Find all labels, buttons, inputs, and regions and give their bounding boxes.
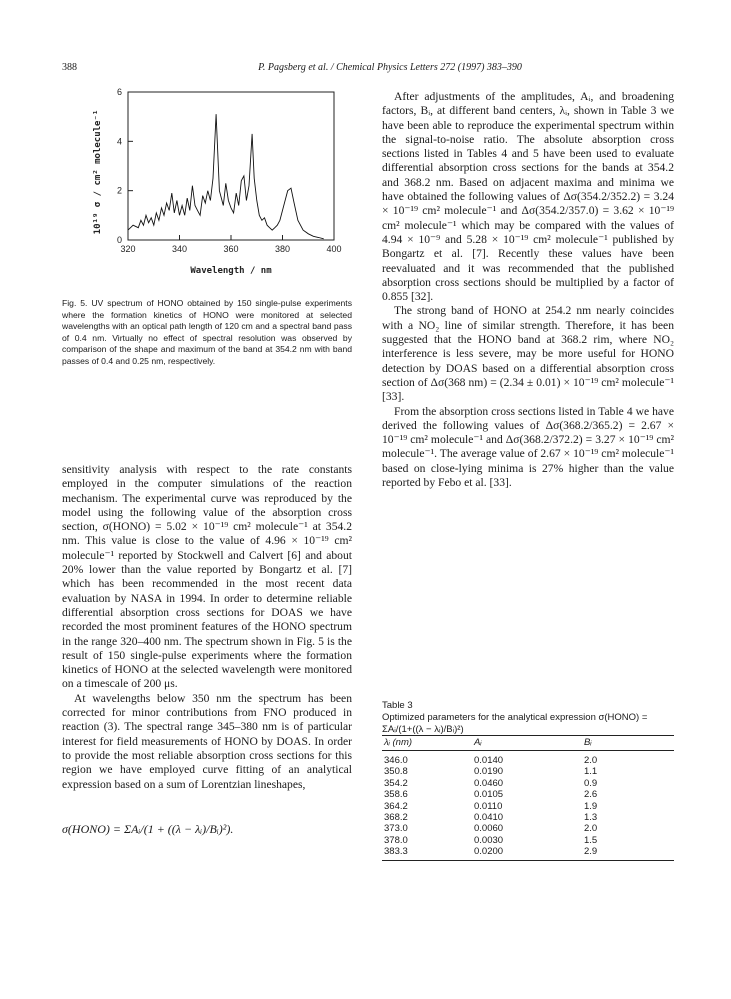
table-cell: 0.0060	[474, 823, 504, 835]
table-cell: 1.5	[584, 834, 598, 846]
figure-caption: Fig. 5. UV spectrum of HONO obtained by 150 single-pulse experiments where the formation kinetics of HONO were monitored at selected wavelengths with an optical path length of 120 cm and a spectral band pass of 0.4 nm. Virtually no effect of spectral resolution was observed by comparison of the shape and maximum of the band at 354.2 nm with band passes of 0.4 and 0.25 nm, respectively.	[62, 298, 352, 366]
table-cell: 354.2	[384, 777, 408, 789]
plot-frame	[128, 92, 334, 240]
table-cell: 346.0	[384, 755, 408, 766]
running-head: P. Pagsberg et al. / Chemical Physics Letters 272 (1997) 383–390	[258, 62, 522, 73]
table-label: Table 3	[382, 700, 413, 711]
header-amplitude: Aᵢ	[472, 736, 582, 751]
table-cell: 378.0	[384, 834, 408, 846]
y-axis-label: 10¹⁹ σ / cm² molecule⁻¹	[93, 109, 103, 235]
y-tick-label: 6	[116, 87, 122, 97]
table-title: Optimized parameters for the analytical expression σ(HONO) = ΣAᵢ/(1+((λ − λᵢ)/Bᵢ)²)	[382, 712, 648, 735]
table-cell: 0.0110	[474, 800, 503, 812]
table-row	[382, 812, 674, 823]
right-column-text	[382, 90, 674, 490]
table-cell: 373.0	[384, 823, 408, 835]
lorentzian-equation: σ(HONO) = ΣAᵢ/(1 + ((λ − λᵢ)/Bᵢ)²).	[62, 822, 234, 836]
left-paragraph-1: sensitivity analysis with respect to the rate constants employed in the computer simulations of the reaction mechanism. The experimental curve was reproduced by the model using the following value of the absorption cross section, σ(HONO) = 5.02 × 10⁻¹⁹ cm² molecule⁻¹ at 354.2 nm. This value is close to the value of 4.96 × 10⁻¹⁹ cm² molecule⁻¹ reported by Stockwell and Calvert [6] and about 20% lower than the value reported by Bongartz et al. [7] which has been recommended in the most recent data evaluation by NASA in 1994. In order to determine reliable differential absorption cross sections for DOAS we have recorded the most prominent features of the HONO spectrum in the range 320–400 nm. The spectrum shown in Fig. 5 is the result of 150 single-pulse experiments where the formation kinetics of HONO at the selected wavelength were monitored on a timescale of 200 μs.	[62, 463, 352, 691]
table-row	[382, 846, 674, 860]
table-row	[382, 778, 674, 789]
right-paragraph-1: After adjustments of the amplitudes, Aᵢ, and broadening factors, Bᵢ, at different band centers, λᵢ, shown in Table 3 we have been able to reproduce the experimental spectrum within the signal-to-noise ratio. The absolute absorption cross sections listed in Tables 4 and 5 have been used to evaluate differential absorption cross sections for the bands at 354.2 and 368.2 nm. Based on adjacent maxima and minima we have obtained the following values of Δσ(354.2/352.2) = 3.24 × 10⁻¹⁹ cm² molecule⁻¹ and Δσ(354.2/357.0) = 3.62 × 10⁻¹⁹ cm² molecule⁻¹ which may be compared with the values of 4.94 × 10⁻⁹ and 5.28 × 10⁻¹⁹ cm² molecule⁻¹ published by Bongartz et al. [7]. Recently these values have been reevaluated and it was recommended that the published absorption cross sections should be multiplied by a factor of 0.855 [32].	[382, 90, 674, 304]
table-row	[382, 751, 674, 767]
page-number: 388	[62, 62, 77, 73]
y-tick-label: 0	[116, 235, 122, 245]
right-paragraph-2: The strong band of HONO at 254.2 nm nearly coincides with a NO₂ line of similar strength. Therefore, it has been suggested that the HONO band at 368.2 rim, where NO₂ interference is less severe, may be more useful for HONO detection by DOAS based on a differential absorption cross section of Δσ(368 nm) = (2.34 ± 0.01) × 10⁻¹⁹ cm² molecule⁻¹ [33].	[382, 304, 674, 404]
table-3-caption	[382, 700, 674, 736]
table-row	[382, 835, 674, 846]
table-cell: 0.0140	[474, 755, 504, 766]
table-cell: 0.0105	[474, 789, 504, 801]
x-ticks	[120, 235, 341, 254]
table-row	[382, 823, 674, 834]
x-tick-label: 340	[171, 244, 188, 254]
table-3	[382, 735, 674, 861]
table-cell: 0.0190	[474, 766, 504, 778]
table-cell: 383.3	[382, 846, 472, 860]
left-paragraph-2: At wavelengths below 350 nm the spectrum has been corrected for minor contributions from FNO produced in reaction (3). The spectral range 345–380 nm is of particular interest for field measurements of HONO by DOAS. In order to provide the most reliable absorption cross sections for this region we have employed curve fitting of an analytical expression based on a sum of Lorentzian lineshapes,	[62, 691, 352, 791]
right-paragraph-3: From the absorption cross sections listed in Table 4 we have derived the following values of Δσ(368.2/365.2) = 2.67 × 10⁻¹⁹ cm² molecule⁻¹ and Δσ(368.2/372.2) = 3.27 × 10⁻¹⁹ cm² molecule⁻¹. The average value of 2.67 × 10⁻¹⁹ cm² molecule⁻¹ based on close-lying minima is 27% higher than the value reported by Febo et al. [33].	[382, 404, 674, 490]
table-row	[382, 801, 674, 812]
table-cell: 0.9	[584, 777, 598, 789]
y-ticks	[117, 87, 133, 245]
x-tick-label: 400	[326, 244, 342, 254]
table-cell: 1.9	[584, 800, 598, 812]
table-cell: 1.3	[584, 812, 598, 824]
table-row	[382, 789, 674, 800]
x-tick-label: 380	[274, 244, 291, 254]
uv-spectrum-chart	[80, 80, 350, 280]
x-axis-label: Wavelength / nm	[190, 266, 272, 276]
table-cell: 0.0200	[472, 846, 582, 860]
table-cell: 0.0410	[474, 812, 504, 824]
spectrum-line	[128, 114, 324, 239]
table-cell: 0.0030	[474, 834, 504, 846]
table-cell: 2.9	[582, 846, 674, 860]
table-cell: 0.0460	[474, 777, 504, 789]
y-tick-label: 2	[116, 185, 122, 196]
table-cell: 350.8	[384, 766, 408, 778]
table-cell: 368.2	[384, 812, 408, 824]
table-cell: 364.2	[384, 800, 408, 812]
header-lambda: λᵢ (nm)	[382, 736, 472, 751]
x-tick-label: 360	[223, 244, 239, 254]
table-row	[382, 766, 674, 777]
table-cell: 2.6	[584, 789, 598, 801]
table-cell: 358.6	[384, 789, 408, 801]
header-broadening: Bᵢ	[582, 736, 674, 751]
table-cell: 2.0	[584, 755, 598, 766]
table-cell: 1.1	[584, 766, 598, 778]
x-tick-label: 320	[120, 244, 136, 254]
y-tick-label: 4	[116, 136, 122, 147]
table-cell: 2.0	[584, 823, 598, 835]
left-column-text	[62, 463, 352, 792]
